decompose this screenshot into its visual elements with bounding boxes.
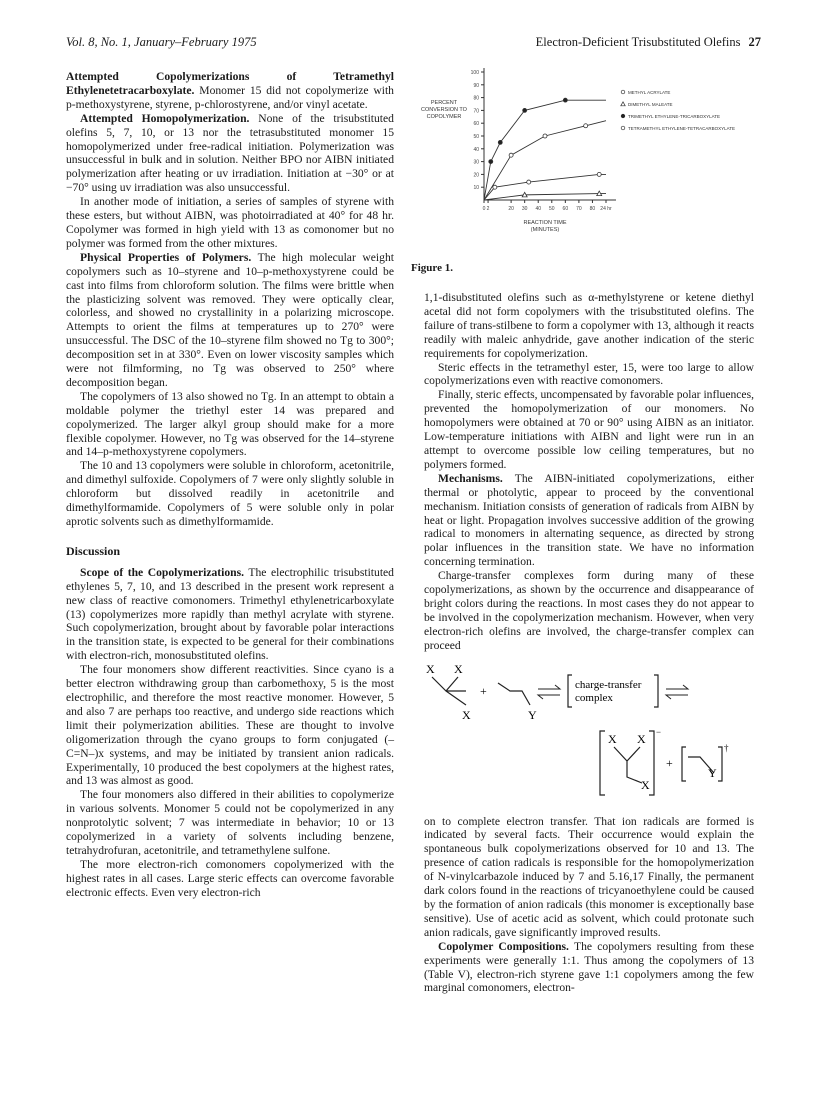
y-tick-label: 30 xyxy=(473,159,479,166)
olefin-bond xyxy=(498,683,530,705)
x-tick-label: 80 xyxy=(589,206,596,212)
data-point xyxy=(597,172,601,176)
legend-label: DIMETHYL MALEATE xyxy=(628,102,673,107)
right-column xyxy=(424,291,754,995)
y-tick-label: 90 xyxy=(473,82,479,89)
data-point xyxy=(543,134,547,138)
y-tick-label: 10 xyxy=(473,185,479,192)
paragraph-text: The AIBN-initiated copolymerizations, either thermal or photolytic, appear to proceed by the conventional mechanism. Initiation consists of generation of radicals from AIBN by heat or light. Propagation involves successive addition of the growing radical to monomers in alternating sequence, as directed by strong polar influences in the transition state. We have no information concerning termination. xyxy=(424,471,754,569)
y-tick-label: 40 xyxy=(473,146,479,153)
paragraph xyxy=(66,70,394,112)
paragraph xyxy=(424,472,754,569)
bracket-right xyxy=(654,675,658,707)
paragraph-text: None of the trisubstituted olefins 5, 7, 10, or 13 nor the tetrasubstituted monomer 15 homopolymerized under free-radical initiation. Polymerization was unsuccessful in bulk and in solution. Neither BPO nor AIBN initiated polymerization after heating or uv irradiation. Initiation at −30° or at −70° using uv irradiation was also unsuccessful. xyxy=(66,111,394,195)
charge-dagger: † xyxy=(724,742,729,753)
olefin-bond xyxy=(614,747,642,783)
paragraph: on to complete electron transfer. That ion radicals are formed is indicated by several facts. Their occurrence would explain the spontaneous bulk copolymerizations observed for 10 and 13. The presence of cation radicals is responsible for the homopolymerization of N-vinylcarbazole induced by 7 and 5.16,17 Finally, the permanent dark colors found in the reactions of tricyanoethylene could be caused by the formation of anion radicals (this monomer is exceptionally base sensitive). Use of acetic acid as solvent, which could protonate such anion radicals, gave significantly improved results. xyxy=(424,814,754,939)
equilibrium-arrow xyxy=(666,685,688,699)
paragraph: In another mode of initiation, a series of samples of styrene with these esters, but without AIBN, was photoirradiated at 40° for 48 hr. Copolymer was formed in high yield with 13 as comonomer but no polymer was formed from the other mixtures. xyxy=(66,195,394,250)
paragraph xyxy=(424,940,754,996)
y-tick-label: 60 xyxy=(473,121,479,128)
header-right xyxy=(536,35,761,50)
running-header xyxy=(66,35,761,51)
x-tick-label: 0 xyxy=(482,206,486,212)
y-axis-label: PERCENT xyxy=(430,100,458,106)
scheme-x-label: X xyxy=(462,707,471,722)
y-tick-label: 100 xyxy=(470,70,479,76)
reaction-scheme xyxy=(424,661,754,803)
legend-marker xyxy=(621,114,625,118)
series-line-3 xyxy=(484,121,606,200)
legend-label: METHYL ACRYLATE xyxy=(628,90,671,95)
x-tick-label: 2 xyxy=(486,206,490,212)
x-tick-label: 70 xyxy=(576,206,582,212)
bracket-left xyxy=(682,747,686,781)
bracket-left xyxy=(568,675,572,707)
figure-1 xyxy=(418,60,763,275)
paragraph: The copolymers of 13 also showed no Tg. In an attempt to obtain a moldable polymer the triethyl ester 14 was prepared and copolymerized. The larger alkyl group should make for a more flexible copolymer. However, no Tg was observed for the 14–styrene and 14–p-methoxystyrene copolymers. xyxy=(66,389,394,459)
x-tick-label: 60 xyxy=(562,206,569,212)
journal-issue: Vol. 8, No. 1, January–February 1975 xyxy=(66,35,257,49)
legend-label: TRIMETHYL ETHYLENE-TRICARBOXYLATE xyxy=(628,114,721,119)
legend-marker xyxy=(621,102,625,106)
data-point xyxy=(498,140,502,144)
y-axis-label: CONVERSION TO xyxy=(421,107,467,113)
article-title: Electron-Deficient Trisubstituted Olefins xyxy=(535,35,741,49)
charge-minus: − xyxy=(656,726,662,737)
y-tick-label: 20 xyxy=(473,172,479,179)
paragraph-text: Monomer 15 did not copolymerize with p-methoxystyrene, styrene, p-chlorostyrene, and/or vinyl acetate. xyxy=(66,83,394,111)
plus-sign: + xyxy=(480,683,487,698)
conversion-chart xyxy=(418,60,763,275)
x-tick-label: 24 hr xyxy=(600,206,612,212)
paragraph-text: The electrophilic trisubstituted ethylenes 5, 7, 10, and 13 described in the present work represent a new class of reactive comonomers. Trimethyl ethylenetricarboxylate (13) copolymerizes more rapidly than methyl acrylate with styrene. Such copolymerization, brought about by favorable polar interactions in the transition state, is expected to be general for their combinations with electron-rich, monosubstituted olefins. xyxy=(66,565,394,663)
data-point xyxy=(493,185,497,189)
olefin-bond xyxy=(432,677,466,705)
paragraph: The four monomers show different reactivities. Since cyano is a better electron withdrawing group than carbomethoxy, 5 is the most electrophilic, and therefore the most reactive monomer. However, 5 and also 7 are perhaps too reactive, and undergo side reactions which limit their polymerization abilities. These are thought to involve oligomerization through the cyano groups to form conjugated (–C=N–)x systems, and may be initiated by transient anion radicals. Experimentally, 10 produced the best copolymers at the highest rates, and 13 was almost as good. xyxy=(66,663,394,788)
data-point xyxy=(527,180,531,184)
series-line-2 xyxy=(484,100,606,200)
figure-caption: Figure 1. xyxy=(411,262,453,274)
x-axis-label: REACTION TIME xyxy=(523,220,567,226)
scheme-x-label: X xyxy=(608,731,617,746)
x-tick-label: 20 xyxy=(508,206,514,212)
x-tick-label: 40 xyxy=(535,206,542,212)
left-column xyxy=(66,70,394,900)
run-in-heading: Attempted Homopolymerization. xyxy=(80,111,250,125)
legend-marker xyxy=(621,126,625,130)
ct-label: complex xyxy=(575,691,613,704)
plus-sign: + xyxy=(666,755,673,770)
run-in-heading: Scope of the Copolymerizations. xyxy=(80,565,245,579)
bracket-right xyxy=(649,731,654,795)
x-tick-label: 50 xyxy=(548,206,555,212)
data-point xyxy=(523,108,527,112)
run-in-heading: Physical Properties of Polymers. xyxy=(80,250,252,264)
paragraph: 1,1-disubstituted olefins such as α-methylstyrene or ketene diethyl acetal did not form copolymers with the trisubstituted olefins. The failure of trans-stilbene to form a copolymer with 13, although it reacts readily with maleic anhydride, gave another indication of the steric requirements for copolymerization. xyxy=(424,291,754,360)
paragraph xyxy=(66,251,394,390)
data-point xyxy=(489,160,493,164)
scheme-y-label: Y xyxy=(528,707,537,722)
y-tick-label: 50 xyxy=(473,134,479,140)
series-line-0 xyxy=(484,174,606,200)
paragraph: The 10 and 13 copolymers were soluble in chloroform, acetonitrile, and dimethyl sulfoxide. Copolymers of 7 were only slightly soluble in chloroform but dissolved readily in acetonitrile and dimethylformamide. Copolymers of 5 were soluble only in polar aprotic solvents such as dimethylformamide. xyxy=(66,459,394,528)
paragraph-text: The copolymers resulting from these experiments were generally 1:1. Thus among the copolymers of 13 (Table V), electron-rich styrene gave 1:1 copolymers among the few marginal comonomers, electron- xyxy=(424,939,754,995)
data-point xyxy=(563,98,567,102)
paragraph xyxy=(66,566,394,663)
bracket-left xyxy=(600,731,605,795)
paragraph: Finally, steric effects, uncompensated by favorable polar influences, prevented the homopolymerization of our monomers. No homopolymers were obtained at 70 or 90° using AIBN as an initiator. Low-temperature initiations with AIBN and light were run in an attempt to overcome possible low ceiling temperatures, but no polymers formed. xyxy=(424,388,754,471)
paragraph: The four monomers also differed in their abilities to copolymerize in various solvents. Monomer 5 could not be copolymerized in any nonprotolytic solvent; 7 was intermediate in behavior; 10 or 13 copolymerized in a variety of solvents including benzene, tetrahydrofuran, acetonitrile, and tetramethylene sulfone. xyxy=(66,788,394,857)
paragraph-text: The high molecular weight copolymers such as 10–styrene and 10–p-methoxystyrene could be cast into films from chloroform solution. The films were brittle when the plasticizing solvent was removed. They were optically clear, colorless, and showed no crystallinity in a polarizing microscope. Attempts to orient the films at temperatures up to 270° were unsuccessful. The DSC of the 10–styrene film showed no Tg to 300°; decomposition set in at 330°. Even on lower viscosity samples which were not filmforming, no Tg was observed to 250° where decomposition began. xyxy=(66,250,394,389)
section-heading: Discussion xyxy=(66,543,121,558)
y-tick-label: 80 xyxy=(473,95,479,102)
paragraph: Steric effects in the tetramethyl ester, 15, were too large to allow copolymerizations even with reactive comonomers. xyxy=(424,360,754,388)
scheme-x-label: X xyxy=(454,661,463,676)
run-in-heading: Copolymer Compositions. xyxy=(438,939,569,953)
paragraph xyxy=(66,112,394,195)
legend-marker xyxy=(621,90,625,94)
paragraph: Charge-transfer complexes form during many of these copolymerizations, as shown by the occurrence and disappearance of bright colors during the reactions. In most cases they do not appear to be involved in the copolymerization mechanism. However, when very electron-rich olefins are involved, the charge-transfer complex can proceed xyxy=(424,569,754,652)
run-in-heading: Attempted Copolymerizations of Tetramethyl Ethylenetetracarboxylate. xyxy=(66,70,394,97)
scheme-x-label: X xyxy=(426,661,435,676)
scheme-x-label: X xyxy=(641,777,650,792)
y-tick-label: 70 xyxy=(473,108,479,115)
page-number: 27 xyxy=(748,35,761,49)
scheme-x-label: X xyxy=(637,731,646,746)
scheme-y-label: Y xyxy=(708,765,717,780)
paragraph: The more electron-rich comonomers copolymerized with the highest rates in all cases. Large steric effects can overcome favorable electronic effects. Even very electron-rich xyxy=(66,857,394,899)
x-axis-label: (MINUTES) xyxy=(530,227,560,233)
data-point xyxy=(509,153,513,157)
y-axis-label: COPOLYMER xyxy=(426,114,462,120)
bracket-right xyxy=(718,747,722,781)
x-tick-label: 30 xyxy=(521,206,528,212)
run-in-heading: Mechanisms. xyxy=(438,471,503,485)
data-point xyxy=(584,124,588,128)
legend-label: TETRAMETHYL ETHYLENE-TETRACARBOXYLATE xyxy=(628,126,736,131)
ct-label: charge-transfer xyxy=(575,678,642,691)
reaction-scheme-drawing xyxy=(424,661,754,803)
series-line-1 xyxy=(484,194,606,200)
equilibrium-arrow xyxy=(538,685,560,699)
